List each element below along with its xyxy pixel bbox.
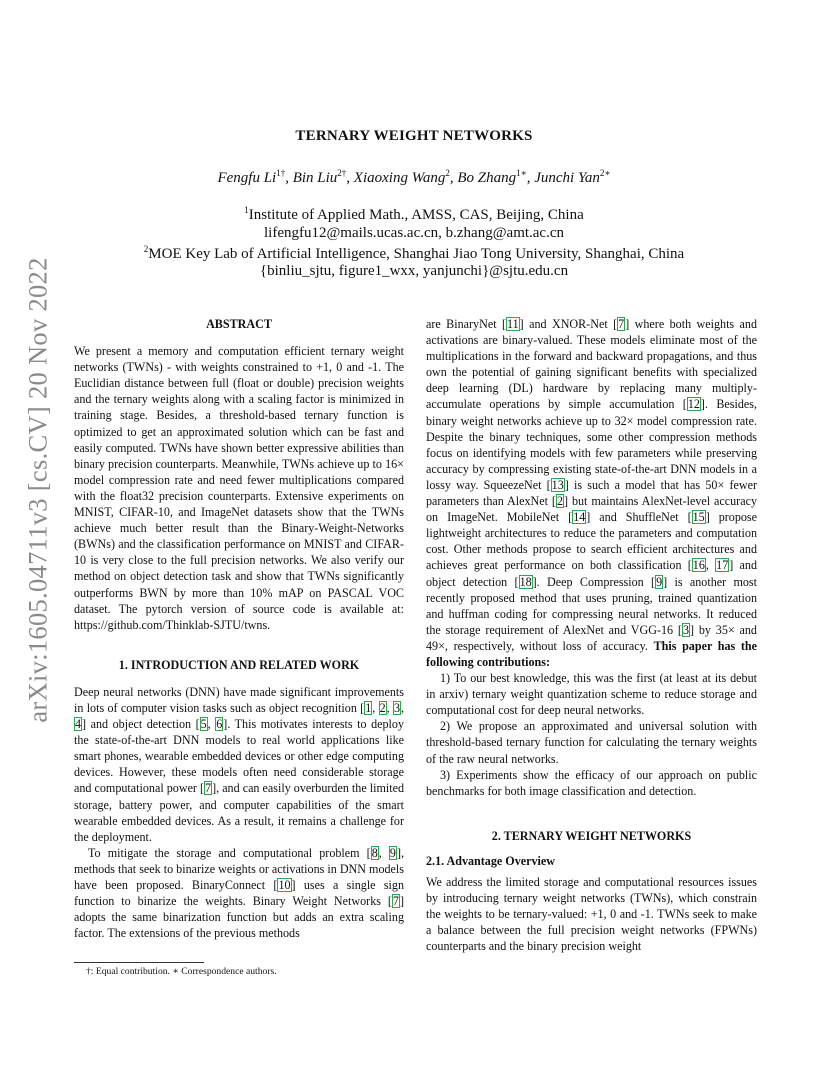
affiliation-1-email: lifengfu12@mails.ucas.ac.cn, b.zhang@amt.ac.cn — [263, 225, 564, 241]
citation-link[interactable]: 4 — [75, 717, 82, 732]
footnote: †: Equal contribution. ∗ Correspondence authors. — [86, 966, 277, 977]
affiliation-mark: 2 — [143, 244, 149, 254]
intro-heading: 1. INTRODUCTION AND RELATED WORK — [118, 657, 360, 672]
left-column — [74, 316, 404, 941]
right-column — [426, 316, 757, 954]
citation-link[interactable]: 1 — [365, 700, 372, 715]
citation-link[interactable]: 9 — [656, 574, 663, 589]
paper-title: TERNARY WEIGHT NETWORKS — [295, 128, 533, 144]
citation-link[interactable]: 9 — [389, 845, 396, 860]
citation-link[interactable]: 3 — [393, 700, 400, 715]
affiliation-text: Institute of Applied Math., AMSS, CAS, Beijing, China — [248, 207, 584, 223]
affiliation-mark: 1 — [244, 205, 249, 215]
author-list: Fengfu $Li^{1\dagger}$, Bin Liu$^{2\dagger}$, Xiaoxing Wang$^2$, Bo Zhang$^{1∗}$, Junchi Yan$^{2∗}$ — [217, 168, 611, 186]
intro-paragraph-2: To mitigate the storage and computational problem [8, 9], methods that seek to binarize weights or activations in DNN models have been proposed. BinaryConnect [10] uses a single sign function to binarize the weights. Binary Weight Networks [7] adopts the same binarization function but adds an extra scaling factor. The extensions of the previous methods — [74, 845, 404, 941]
citation-link[interactable]: 7 — [618, 317, 625, 331]
contribution-3: 3) Experiments show the efficacy of our approach on public benchmarks for both image classification and detection. — [426, 767, 757, 798]
citation-link[interactable]: 12 — [687, 397, 700, 412]
affiliation-2 — [0, 244, 828, 263]
arxiv-identifier: arXiv:1605.04711v3 [cs.CV] 20 Nov 2022 — [22, 257, 53, 723]
contributions-lead: This paper has the following contributions: — [426, 638, 757, 669]
contribution-1: 1) To our best knowledge, this was the first (at least at its debut in arxiv) ternary weight quantization scheme to reduce storage and computational cost for deep neural networks. — [426, 671, 757, 718]
section-2-heading: 2. TERNARY WEIGHT NETWORKS — [491, 828, 692, 843]
citation-link[interactable]: 11 — [507, 317, 519, 331]
citation-link[interactable]: 5 — [200, 717, 207, 732]
affiliation-1 — [0, 205, 828, 224]
contribution-2: 2) We propose an approximated and universal solution with threshold-based ternary function for calculating the ternary weights of the raw neural networks. — [426, 719, 757, 766]
abstract-heading: ABSTRACT — [206, 317, 272, 331]
citation-link[interactable]: 14 — [573, 510, 586, 525]
citation-link[interactable]: 10 — [278, 878, 291, 892]
citation-link[interactable]: 17 — [716, 558, 729, 573]
author-mark: 1∗ — [516, 168, 527, 178]
affiliation-text: MOE Key Lab of Artificial Intelligence, Shanghai Jiao Tong University, Shanghai, China — [148, 246, 685, 262]
author-name: Junchi Yan — [534, 170, 600, 186]
citation-link[interactable]: 8 — [371, 845, 378, 860]
author-name: Bin Liu — [292, 170, 338, 186]
author-mark: 2∗ — [599, 168, 611, 178]
citation-link[interactable]: 15 — [692, 510, 705, 525]
citation-link[interactable]: 2 — [379, 700, 386, 715]
citation-link[interactable]: 7 — [205, 781, 212, 796]
citation-link[interactable]: 7 — [392, 894, 399, 909]
abstract-text: We present a memory and computation efficient ternary weight networks (TWNs) - with weights constrained to +1, 0 and -1. The Euclidian distance between full (float or double) precision weights and the ternary weights along with a scaling factor is minimized in training stage. Besides, a threshold-based ternary function is optimized to get an approximated solution which can be fast and easily computed. TWNs have shown better expressive abilities than binary precision counterparts. Meanwhile, TWNs achieve up to 16× model compression rate and need fewer multiplications compared with the float32 precision counterparts. Extensive experiments on MNIST, CIFAR-10, and ImageNet datasets show that the TWNs achieve much better result than the Binary-Weight-Networks (BWNs) and the classification performance on MNIST and CIFAR-10 is very close to the full precision networks. We also verify our method on object detection task and show that TWNs significantly outperforms BWN by more than 10% mAP on PASCAL VOC dataset. The pytorch version of source code is available at: https://github.com/Thinklab-SJTU/twns. — [74, 344, 404, 632]
author-name: Xiaoxing Wang — [353, 170, 446, 186]
citation-link[interactable]: 3 — [682, 622, 689, 637]
subsection-2-1-text: We address the limited storage and computational resources issues by introducing ternary weight networks (TWNs), which constrain the weights to be ternary-valued: +1, 0 and -1. TWNs seek to make a balance between the full precision weight networks (FPWNs) counterparts and the binary precision weight — [426, 875, 757, 954]
related-work-paragraph: are BinaryNet [11] and XNOR-Net [7] where both weights and activations are binary-valued. These models eliminate most of the multiplications in the forward and backward propagations, and thus own the potential of gaining significant benefits with specialized deep learning (DL) hardware by replacing many multiply-accumulate operations by simple accumulation [12]. Besides, binary weight networks achieve up to 32× model compression rate. Despite the binary techniques, some other compression methods focus on identifying models with few parameters while preserving accuracy by compressing existing state-of-the-art DNN models in a lossy way. SqueezeNet [13] is such a model that has 50× fewer parameters than AlexNet [2] but maintains AlexNet-level accuracy on ImageNet. MobileNet [14] and ShuffleNet [15] propose lightweight architectures to reduce the parameters and computation cost. Other methods propose to search efficient architectures and achieves great performance on both classification [16, 17] and object detection [18]. Deep Compression [9] is another most recently proposed method that uses pruning, trained quantization and huffman coding for compressing neural networks. It reduced the storage requirement of AlexNet and VGG-16 [3] by 35× and 49×, respectively, without loss of accuracy. This paper has the following contributions: — [426, 317, 758, 669]
author-mark: 2 — [445, 168, 450, 178]
author-name: Fengfu Li — [217, 170, 277, 186]
citation-link[interactable]: 2 — [556, 494, 564, 509]
footnote-divider — [74, 962, 204, 963]
author-mark: 2† — [337, 168, 347, 178]
citation-link[interactable]: 13 — [551, 477, 564, 492]
author-name: Bo Zhang — [457, 170, 517, 186]
subsection-2-1-heading: 2.1. Advantage Overview — [426, 853, 555, 868]
citation-link[interactable]: 18 — [519, 574, 532, 589]
arxiv-sidebar — [20, 257, 56, 723]
affiliation-2-email: {binliu_sjtu, figure1_wxx, yanjunchi}@sjtu.edu.cn — [259, 263, 569, 279]
author-mark: 1† — [276, 168, 286, 178]
citation-link[interactable]: 16 — [692, 558, 705, 573]
citation-link[interactable]: 6 — [216, 717, 223, 732]
intro-paragraph-1: Deep neural networks (DNN) have made significant improvements in lots of computer vision tasks such as object recognition [1, 2, 3, 4] and object detection [5, 6]. This motivates interests to deploy the state-of-the-art DNN models to real world applications like smart phones, wearable embedded devices or other edge computing devices. However, these models often need considerable storage and computational power [7], and can easily overburden the limited storage, battery power, and computer capabilities of the smart wearable embedded devices. As a result, it remains a challenge for the deployment. — [74, 684, 405, 844]
